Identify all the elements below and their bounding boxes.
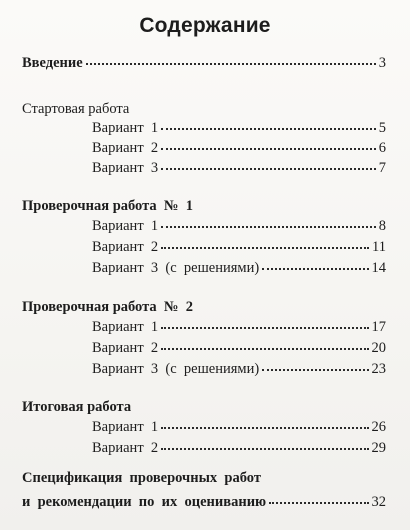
toc-entry-label: и рекомендации по их оцениванию xyxy=(22,494,267,510)
dot-leader xyxy=(161,158,376,170)
toc-page-number: 26 xyxy=(371,419,386,435)
toc-page-number: 17 xyxy=(371,319,386,335)
toc-entry-label: Вариант 2 xyxy=(92,340,159,356)
toc-entry-label: Вариант 3 xyxy=(92,160,159,176)
dot-leader xyxy=(262,258,368,270)
toc-page-number: 29 xyxy=(371,440,386,456)
dot-leader xyxy=(161,216,376,228)
toc-entry-specification-line-1: Спецификация проверочных работ xyxy=(22,470,261,486)
dot-leader xyxy=(161,237,369,249)
toc-entry-label: Вариант 3 (с решениями) xyxy=(92,260,260,276)
toc-entry-test1-variant-3[interactable] xyxy=(92,258,386,278)
toc-page-number: 32 xyxy=(371,494,386,510)
toc-entry-test1-variant-1[interactable] xyxy=(92,216,386,236)
section-heading-final-work: Итоговая работа xyxy=(22,399,132,415)
toc-entry-label: Вариант 1 xyxy=(92,319,159,335)
page-title: Содержание xyxy=(139,14,271,37)
toc-entry-starting-variant-1[interactable] xyxy=(92,118,386,138)
toc-entry-test2-variant-3[interactable] xyxy=(92,359,386,379)
section-heading-test-work-1: Проверочная работа № 1 xyxy=(22,198,193,214)
toc-page-number: 6 xyxy=(378,140,386,156)
toc-entry-test1-variant-2[interactable] xyxy=(92,237,386,257)
dot-leader xyxy=(161,118,376,130)
dot-leader xyxy=(161,317,368,329)
toc-entry-starting-variant-2[interactable] xyxy=(92,138,386,158)
toc-entry-label: Вариант 3 (с решениями) xyxy=(92,361,260,377)
toc-entry-test2-variant-1[interactable] xyxy=(92,317,386,337)
dot-leader xyxy=(86,53,376,65)
dot-leader xyxy=(161,438,368,450)
dot-leader xyxy=(262,359,368,371)
toc-entry-label: Вариант 2 xyxy=(92,140,159,156)
toc-page-number: 7 xyxy=(378,160,386,176)
toc-page-number: 8 xyxy=(378,218,386,234)
toc-entry-starting-variant-3[interactable] xyxy=(92,158,386,178)
dot-leader xyxy=(269,492,368,504)
section-heading-starting-work: Стартовая работа xyxy=(22,101,130,117)
toc-page-number: 5 xyxy=(378,120,386,136)
dot-leader xyxy=(161,417,368,429)
section-heading-test-work-2: Проверочная работа № 2 xyxy=(22,299,193,315)
toc-entry-label: Вариант 1 xyxy=(92,120,159,136)
toc-entry-test2-variant-2[interactable] xyxy=(92,338,386,358)
toc-page-number: 23 xyxy=(371,361,386,377)
dot-leader xyxy=(161,338,368,350)
toc-page-number: 20 xyxy=(371,340,386,356)
toc-entry-label: Вариант 2 xyxy=(92,239,159,255)
toc-entry-introduction[interactable] xyxy=(22,53,386,73)
toc-entry-specification[interactable] xyxy=(22,492,386,512)
toc-entry-label: Вариант 1 xyxy=(92,218,159,234)
dot-leader xyxy=(161,138,376,150)
toc-entry-label: Вариант 1 xyxy=(92,419,159,435)
toc-entry-label: Введение xyxy=(22,55,83,71)
toc-page-number: 3 xyxy=(378,55,386,71)
toc-entry-label: Вариант 2 xyxy=(92,440,159,456)
toc-entry-final-variant-2[interactable] xyxy=(92,438,386,458)
toc-page-number: 14 xyxy=(371,260,386,276)
toc-entry-final-variant-1[interactable] xyxy=(92,417,386,437)
toc-page-number: 11 xyxy=(372,239,386,255)
